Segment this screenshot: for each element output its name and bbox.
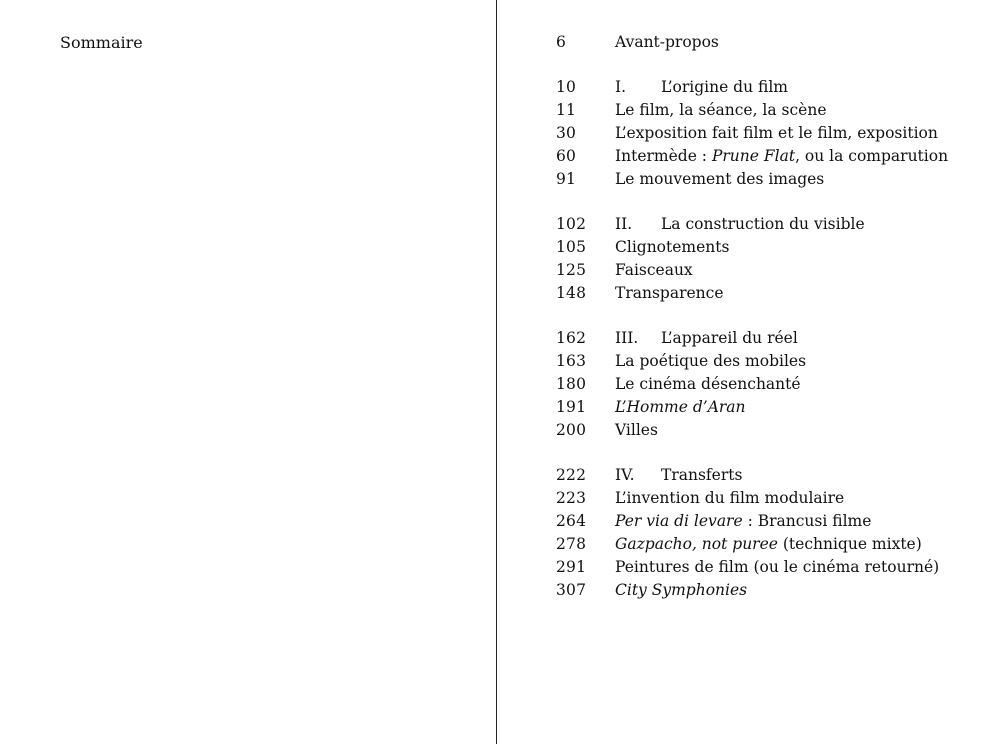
- toc-title-segment: Transferts: [661, 466, 743, 484]
- toc-title-italic-segment: Per via di levare: [615, 512, 743, 530]
- toc-page-number: 162: [556, 329, 587, 347]
- toc-title-segment: La construction du visible: [661, 215, 865, 233]
- toc-part-numeral: III.: [615, 329, 639, 347]
- toc-title: [615, 259, 693, 282]
- toc-title-segment: Le mouvement des images: [615, 170, 825, 188]
- toc-title-segment: Faisceaux: [615, 261, 693, 279]
- toc-title-segment: : Brancusi filme: [742, 512, 872, 530]
- toc-page-number: 105: [556, 238, 587, 256]
- toc-title-italic-segment: L’Homme d’Aran: [615, 398, 746, 416]
- toc-title-segment: Peintures de film (ou le cinéma retourné): [615, 558, 940, 576]
- toc-title-segment: L’appareil du réel: [661, 329, 798, 347]
- toc-title: [615, 31, 719, 54]
- toc-entry: [497, 122, 992, 145]
- toc-page-number: 91: [556, 170, 577, 188]
- toc-title: [615, 282, 724, 305]
- toc-page-number: 278: [556, 535, 587, 553]
- page-heading: Sommaire: [60, 33, 143, 52]
- toc-page-number: 291: [556, 558, 587, 576]
- toc-title-italic-segment: Gazpacho, not puree: [615, 535, 778, 553]
- toc-entry: [497, 236, 992, 259]
- toc-title: [615, 168, 824, 191]
- toc-title-segment: Avant-propos: [615, 33, 719, 51]
- toc-title-segment: Intermède :: [615, 147, 712, 165]
- toc-entry: [497, 213, 992, 236]
- toc-title: [615, 487, 844, 510]
- toc-entry: [497, 31, 992, 54]
- toc-entry: [497, 282, 992, 305]
- toc-page-number: 10: [556, 78, 577, 96]
- toc-entry: [497, 464, 992, 487]
- toc-title-segment: L’invention du film modulaire: [615, 489, 845, 507]
- toc-title: [615, 510, 871, 533]
- toc-title: [615, 213, 865, 236]
- toc-entry: [497, 259, 992, 282]
- toc-title-segment: Le film, la séance, la scène: [615, 101, 827, 119]
- toc-title-segment: Villes: [615, 421, 658, 439]
- toc-title: [615, 99, 827, 122]
- toc-page-number: 264: [556, 512, 587, 530]
- toc-entry: [497, 76, 992, 99]
- toc-title: [615, 327, 798, 350]
- toc-entry: [497, 487, 992, 510]
- toc-entry: [497, 145, 992, 168]
- toc-page-number: 30: [556, 124, 577, 142]
- toc-title-segment: Transparence: [615, 284, 724, 302]
- toc-entry: [497, 396, 992, 419]
- toc-page-number: 200: [556, 421, 587, 439]
- toc-page-number: 60: [556, 147, 577, 165]
- toc-title-segment: L’origine du film: [661, 78, 788, 96]
- right-page: [497, 0, 992, 744]
- toc-title-segment: , ou la comparution: [795, 147, 949, 165]
- toc-title-segment: Le cinéma désenchanté: [615, 375, 801, 393]
- toc-part-numeral: IV.: [615, 466, 635, 484]
- toc-page-number: 102: [556, 215, 587, 233]
- toc-title: [615, 419, 658, 442]
- toc-page-number: 125: [556, 261, 587, 279]
- toc-entry: [497, 419, 992, 442]
- toc-entry: [497, 168, 992, 191]
- toc-entry: [497, 99, 992, 122]
- toc-page-number: 6: [556, 33, 567, 51]
- toc-entry: [497, 327, 992, 350]
- toc-entry: [497, 510, 992, 533]
- toc-title: [615, 556, 939, 579]
- toc-page-number: 223: [556, 489, 587, 507]
- toc-title: [615, 579, 747, 602]
- toc-title: [615, 373, 801, 396]
- toc-title-segment: (technique mixte): [777, 535, 922, 553]
- toc-page-number: 11: [556, 101, 577, 119]
- toc-entry: [497, 533, 992, 556]
- toc-title-segment: La poétique des mobiles: [615, 352, 807, 370]
- toc-title: [615, 122, 938, 145]
- toc-page-number: 163: [556, 352, 587, 370]
- toc-part-numeral: I.: [615, 78, 627, 96]
- table-of-contents: [497, 31, 992, 602]
- toc-title: [615, 145, 948, 168]
- toc-page-number: 180: [556, 375, 587, 393]
- toc-entry: [497, 579, 992, 602]
- toc-part-numeral: II.: [615, 215, 633, 233]
- toc-title: [615, 350, 806, 373]
- toc-title: [615, 464, 742, 487]
- toc-entry: [497, 556, 992, 579]
- toc-page-number: 191: [556, 398, 587, 416]
- toc-title: [615, 76, 788, 99]
- toc-title: [615, 396, 746, 419]
- toc-title: [615, 533, 922, 556]
- toc-entry: [497, 350, 992, 373]
- toc-title-italic-segment: City Symphonies: [615, 581, 748, 599]
- toc-page-number: 148: [556, 284, 587, 302]
- toc-title-italic-segment: Prune Flat: [711, 147, 796, 165]
- toc-page-number: 222: [556, 466, 587, 484]
- toc-entry: [497, 373, 992, 396]
- toc-title-segment: Clignotements: [615, 238, 730, 256]
- toc-page-number: 307: [556, 581, 587, 599]
- toc-title-segment: L’exposition fait film et le film, exposition: [615, 124, 938, 142]
- toc-title: [615, 236, 729, 259]
